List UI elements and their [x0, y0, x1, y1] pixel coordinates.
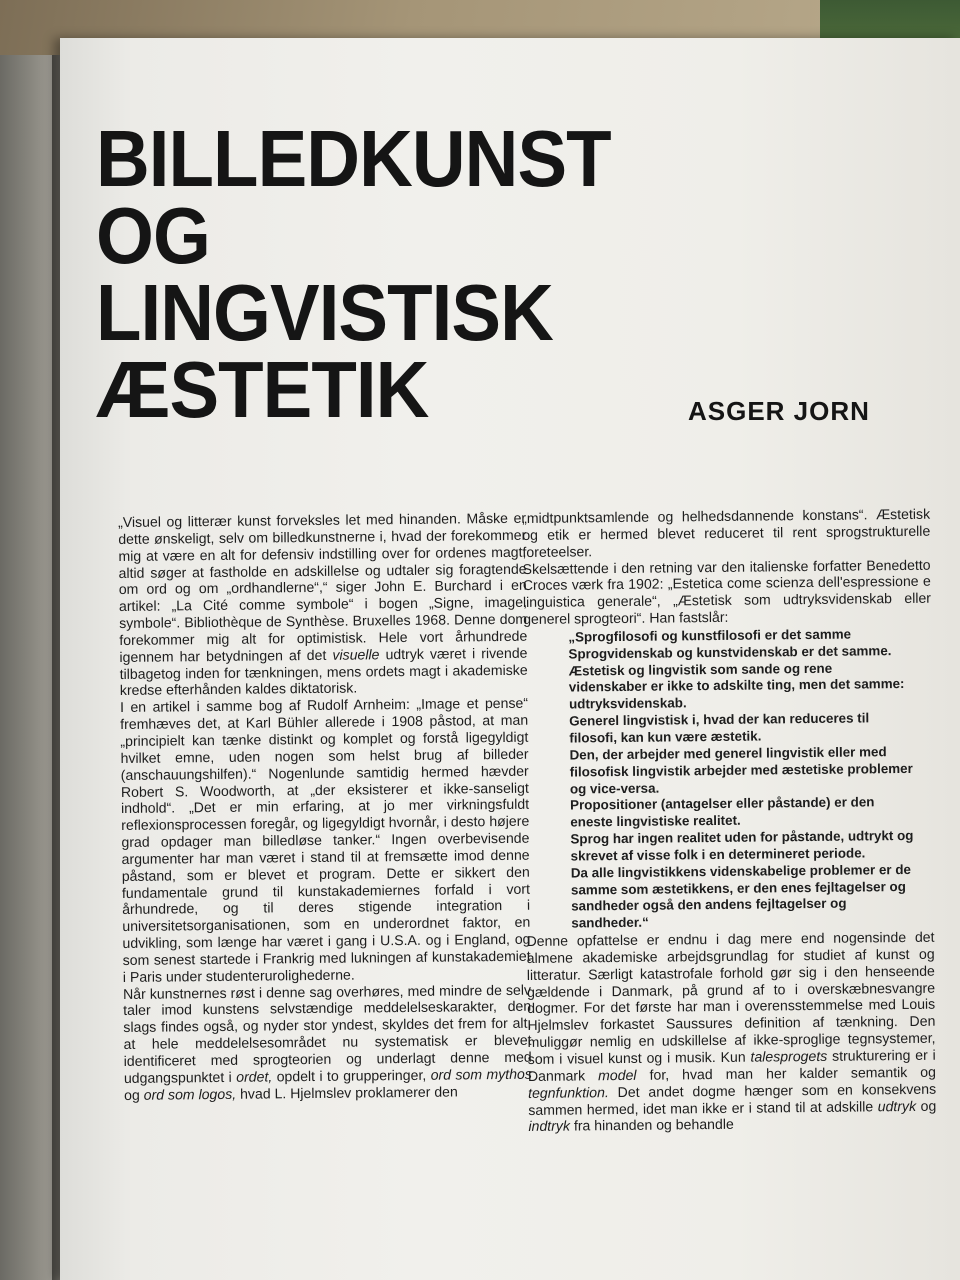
title-line: BILLEDKUNST — [96, 114, 611, 203]
emphasis-text: visuelle — [332, 646, 380, 663]
paragraph: I en artikel i samme bog af Rudolf Arnheim: „Image et pense“ fremhæves det, at Karl Bühler allerede i 1908 påstod, at man „principielt kan tænke distinkt og komplet og forstå ligegyldigt hvilket emne, uden nogen som helst brug af billeder (anschauungshilfen).“ Nogenlunde samtidig hermed hævder Robert S. Woodworth, at „der eksisterer et ikke-sanseligt indhold“. „Det er min erfaring, at jo mer virkningsfuldt reflexionsprocessen foregår, og ligegyldigt hvornår, i desto højere grad opdager man billedløse tanker.“ Ingen overbevisende argumenter har man været i stand til at fremsætte imod denne påstand, som er blevet et program. Dette er sikkert den fundamentale grund til kunstakademiernes forfald i vort århundrede, og til deres stigende integration i universitetsorganisationen, som en underordnet faktor, en udvikling, som længe har været i gang i U.S.A. og i England, og som senest startede i Frankrig med lukningen af kunstakademiet i Paris under studenterurolighederne. — [119, 694, 531, 985]
paragraph: Skelsættende i den retning var den italienske forfatter Benedetto Croces værk fra 1902: „Estetica come scienza dell'espressione e linguistica generale“, „Æstetisk som udtryksvidenskab eller generel sprogteori“. Han fastslår: — [522, 556, 932, 628]
author-name: ASGER JORN — [688, 396, 870, 426]
emphasis-text: indtryk — [528, 1117, 571, 1135]
paragraph-text: fra hinanden og behandle — [573, 1116, 734, 1134]
paragraph-text: hvad L. Hjelmslev proklamerer den — [239, 1083, 458, 1102]
quote-line: „Sprogfilosofi og kunstfilosofi er det samme — [568, 626, 852, 645]
paragraph — [123, 981, 532, 1103]
paragraph-text: „Visuel og litterær kunst forveksles let med hinanden. Måske er dette ønskeligt, selv om billedkunstnerne i, hvad der forekommer mig at være en alt for defensiv indstilling over for ordenes magt, altid søger at fastholde en adskillelse og udtaler sig foragtende om ord og om „ordhandlerne“,“ siger John E. Burchard i en artikel: „La Cité comme symbole“ i bogen „Signe, image, symbole“. Bibliothèque de Synthèse. Bruxelles 1968. Denne dom forekommer mig alt for optimistisk. Hele vort århundrede igennem har betydningen af det — [118, 509, 528, 665]
paragraph-text: Denne opfattelse er endnu i dag mere end nogensinde det almene akademiske arbejdsgrundlag for studiet af kunst og litteratur. Særligt katastrofale forhold gør sig i den henseende gældende i Danmark, på grund af to i overskæbnesvangre dogmer. For det første har man i overensstemmelse med Louis Hjelmslev forkastet Saussures definition af tænkning. Den muliggør nemlig en udskillelse af ikke-sproglige tegnsystemer, som i visuel kunst og i musik. Kun — [526, 928, 936, 1067]
paragraph: „midtpunktsamlende og helhedsdannende konstans“. Æstetisk og etik er hermed blevet reduceret til rent sprogstrukturelle foreteelser. — [522, 505, 931, 560]
paragraph — [118, 510, 528, 700]
quote-line: Generel lingvistisk i, hvad der kan reduceres til filosofi, kan kun være æstetik. — [569, 710, 870, 746]
paragraph-text: opdelt i to grupperinger, — [276, 1066, 427, 1085]
paragraph-text: og — [920, 1097, 937, 1114]
quote-line: Den, der arbejder med generel lingvistik eller med filosofisk lingvistik arbejder med æstetiske problemer og vice-versa. — [569, 744, 913, 797]
emphasis-text: ordet, — [236, 1068, 273, 1085]
title-line: LINGVISTISK — [96, 268, 553, 357]
paragraph-text: Det andet dogme hænger som en konsekvens sammen hermed, idet man ikke er i stand til at adskille — [528, 1080, 937, 1118]
emphasis-text: ord som mythos — [430, 1065, 532, 1083]
quote-line: Sprogvidenskab og kunstvidenskab er det samme. — [568, 642, 892, 662]
quote-line: Propositioner (antagelser eller påstande) er den eneste lingvistiske realitet. — [570, 794, 875, 830]
quote-line: Sprog har ingen realitet uden for påstande, udtrykt og skrevet af visse folk i en determineret periode. — [570, 827, 914, 864]
paragraph — [526, 929, 936, 1135]
emphasis-text: talesprogets — [750, 1047, 828, 1065]
quote-line: Æstetisk og lingvistik som sande og rene videnskaber er ikke to adskilte ting, men det samme: udtryksvidenskab. — [568, 660, 905, 712]
paragraph-text: strukturering er i Danmark — [527, 1046, 936, 1084]
left-page — [0, 55, 58, 1280]
paragraph-text: og — [123, 1086, 140, 1103]
emphasis-text: tegnfunktion. — [528, 1083, 609, 1101]
croce-quote — [568, 626, 916, 933]
left-text-column — [118, 510, 532, 1104]
paragraph-text: for, hvad man her kalder semantik og — [649, 1063, 937, 1083]
book-spine-shadow — [52, 55, 60, 1280]
emphasis-text: ord som logos, — [143, 1085, 237, 1103]
title-line: OG — [96, 191, 210, 280]
article-title — [96, 114, 654, 434]
quote-line: Da alle lingvistikkens videnskabelige problemer er de samme som æstetikkens, er den enes fejltagelser og sandheder også den andens fejltagelser og sandheder.“ — [570, 861, 911, 931]
paragraph-text: Når kunstnernes røst i denne sag overhøres, med mindre de selv taler imod kunstens selvstændige meddelelseskarakter, den slags findes også, og nyder stor yndest, skyldes det frem for alt, at hele meddelelsesområdet nu systematisk er blevet identificeret med sprogteorien og underlagt denne med udgangspunktet i — [122, 981, 532, 1086]
right-text-column — [522, 506, 937, 1135]
emphasis-text: udtryk — [877, 1097, 917, 1114]
title-line: ÆSTETIK — [96, 345, 429, 434]
paragraph-text: udtryk været i rivende tilbagetog inden for tænkningen, mens ordets magt i akademiske kredse efterhånden kaldes diktatorisk. — [119, 644, 528, 699]
emphasis-text: model — [598, 1066, 637, 1084]
